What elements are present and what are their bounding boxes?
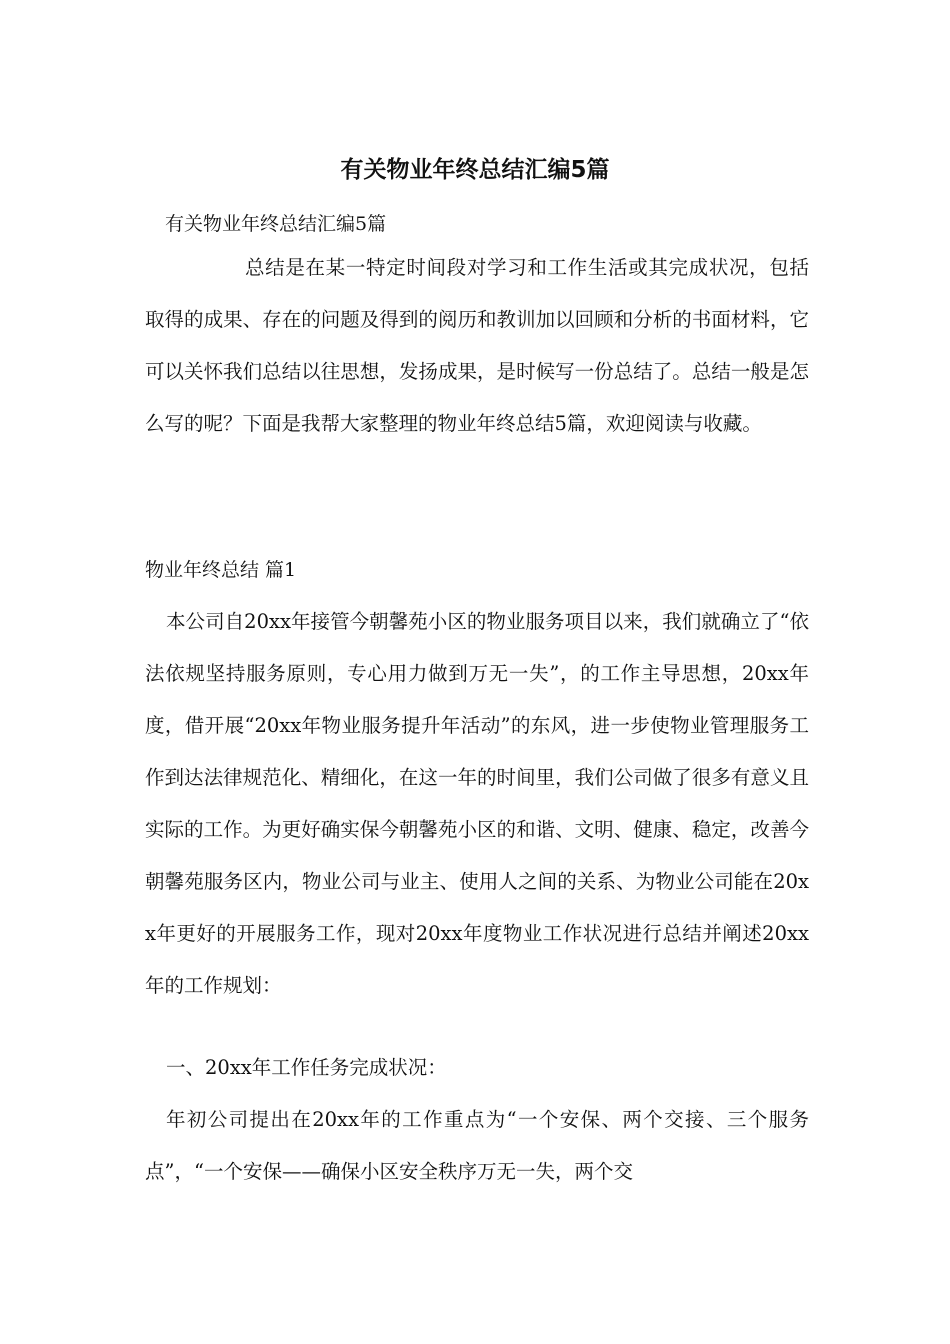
body-paragraph-2: 年初公司提出在20xx年的工作重点为“一个安保、两个交接、三个服务点”，“一个安保——确保小区安全秩序万无一失，两个交 bbox=[145, 1108, 809, 1183]
intro-paragraph: 总结是在某一特定时间段对学习和工作生活或其完成状况，包括取得的成果、存在的问题及得到的阅历和教训加以回顾和分析的书面材料，它可以关怀我们总结以往思想，发扬成果，是时候写一份总结了。总结一般是怎么写的呢？下面是我帮大家整理的物业年终总结5篇，欢迎阅读与收藏。 bbox=[145, 256, 809, 435]
item-heading: 一、20xx年工作任务完成状况： bbox=[166, 1056, 447, 1079]
document-subtitle: 有关物业年终总结汇编5篇 bbox=[165, 213, 387, 235]
section-heading: 物业年终总结 篇1 bbox=[145, 559, 297, 581]
body-paragraph-1: 本公司自20xx年接管今朝馨苑小区的物业服务项目以来，我们就确立了“依法依规坚持服务原则，专心用力做到万无一失”，的工作主导思想，20xx年度，借开展“20xx年物业服务提升年活动”的东风，进一步使物业管理服务工作到达法律规范化、精细化，在这一年的时间里，我们公司做了很多有意义且实际的工作。为更好确实保今朝馨苑小区的和谐、文明、健康、稳定，改善今朝馨苑服务区内，物业公司与业主、使用人之间的关系、为物业公司能在20xx年更好的开展服务工作，现对20xx年度物业工作状况进行总结并阐述20xx年的工作规划： bbox=[145, 610, 809, 997]
document-title: 有关物业年终总结汇编5篇 bbox=[340, 157, 610, 183]
